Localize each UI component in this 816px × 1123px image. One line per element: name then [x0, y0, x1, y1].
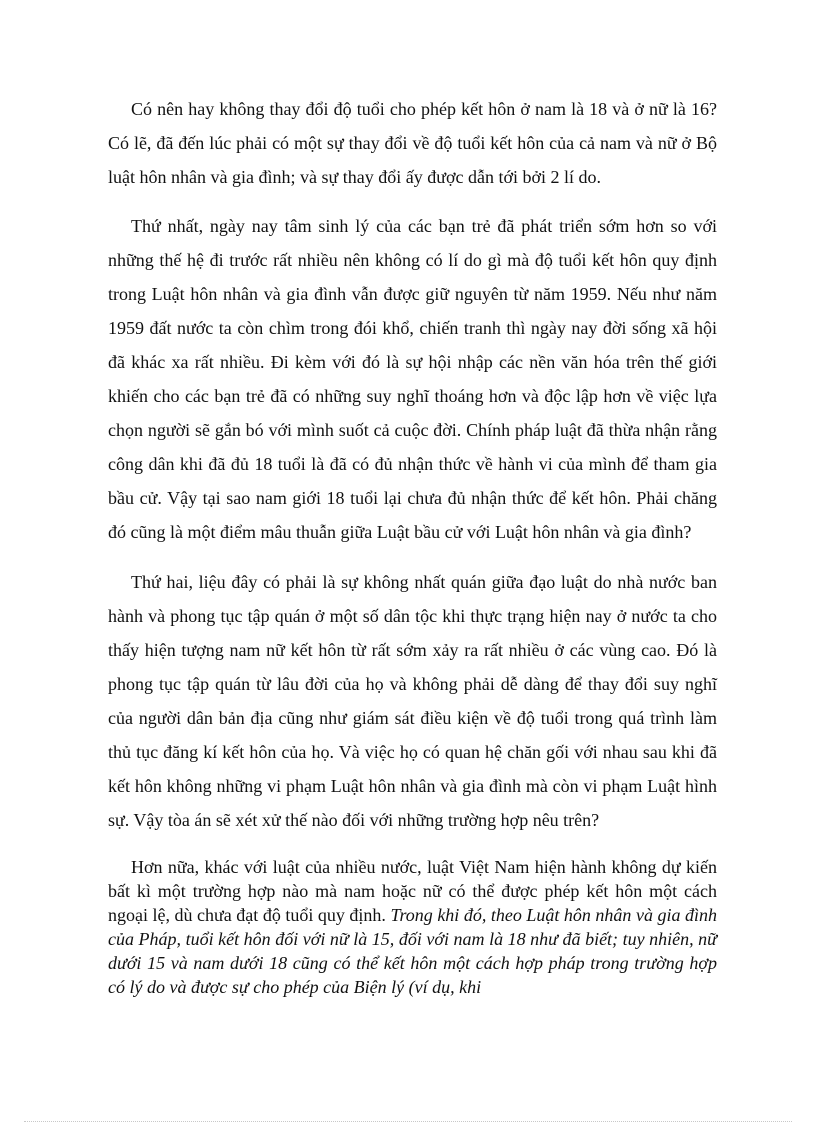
paragraph-2: Thứ nhất, ngày nay tâm sinh lý của các bạn trẻ đã phát triển sớm hơn so với những thế hệ đi trước rất nhiều nên không có lí do gì mà độ tuổi kết hôn quy định trong Luật hôn nhân và gia đình vẫn được giữ nguyên từ năm 1959. Nếu như năm 1959 đất nước ta còn chìm trong đói khổ, chiến tranh thì ngày nay đời sống xã hội đã khác xa rất nhiều. Đi kèm với đó là sự hội nhập các nền văn hóa trên thế giới khiến cho các bạn trẻ đã có những suy nghĩ thoáng hơn và độc lập hơn về việc lựa chọn người sẽ gắn bó với mình suốt cả cuộc đời. Chính pháp luật đã thừa nhận rằng công dân khi đã đủ 18 tuổi là đã có đủ nhận thức về hành vi của mình để tham gia bầu cử. Vậy tại sao nam giới 18 tuổi lại chưa đủ nhận thức để kết hôn. Phải chăng đó cũng là một điểm mâu thuẫn giữa Luật bầu cử với Luật hôn nhân và gia đình?: [108, 216, 717, 542]
paragraph-4: [108, 855, 717, 999]
document-body: [108, 92, 717, 999]
paragraph-4-italic-text: Trong khi đó, theo Luật hôn nhân và gia đình của Pháp, tuổi kết hôn đối với nữ là 15, đối với nam là 18 như đã biết; tuy nhiên, nữ dưới 15 và nam dưới 18 cũng có thể kết hôn một cách hợp pháp trong trường hợp có lý do và được sự cho phép của Biện lý (ví dụ, khi: [108, 905, 717, 997]
page-bottom-border: [24, 1121, 792, 1122]
paragraph-1: Có nên hay không thay đổi độ tuổi cho phép kết hôn ở nam là 18 và ở nữ là 16? Có lẽ, đã đến lúc phải có một sự thay đổi về độ tuổi kết hôn của cả nam và nữ ở Bộ luật hôn nhân và gia đình; và sự thay đổi ấy được dẫn tới bởi 2 lí do.: [108, 99, 717, 187]
paragraph-3: Thứ hai, liệu đây có phải là sự không nhất quán giữa đạo luật do nhà nước ban hành và phong tục tập quán ở một số dân tộc khi thực trạng hiện nay ở nước ta cho thấy hiện tượng nam nữ kết hôn từ rất sớm xảy ra rất nhiều ở các vùng cao. Đó là phong tục tập quán từ lâu đời của họ và không phải dễ dàng để thay đổi suy nghĩ của người dân bản địa cũng như giám sát điều kiện về độ tuổi trong quá trình làm thủ tục đăng kí kết hôn của họ. Và việc họ có quan hệ chăn gối với nhau sau khi đã kết hôn không những vi phạm Luật hôn nhân và gia đình mà còn vi phạm Luật hình sự. Vậy tòa án sẽ xét xử thế nào đối với những trường hợp nêu trên?: [108, 572, 717, 830]
paragraph-4-regular-text: Hơn nữa, khác với luật của nhiều nước, luật Việt Nam hiện hành không dự kiến bất kì một trường hợp nào mà nam hoặc nữ có thể được phép kết hôn một cách ngoại lệ, dù chưa đạt độ tuổi quy định.: [108, 857, 717, 925]
